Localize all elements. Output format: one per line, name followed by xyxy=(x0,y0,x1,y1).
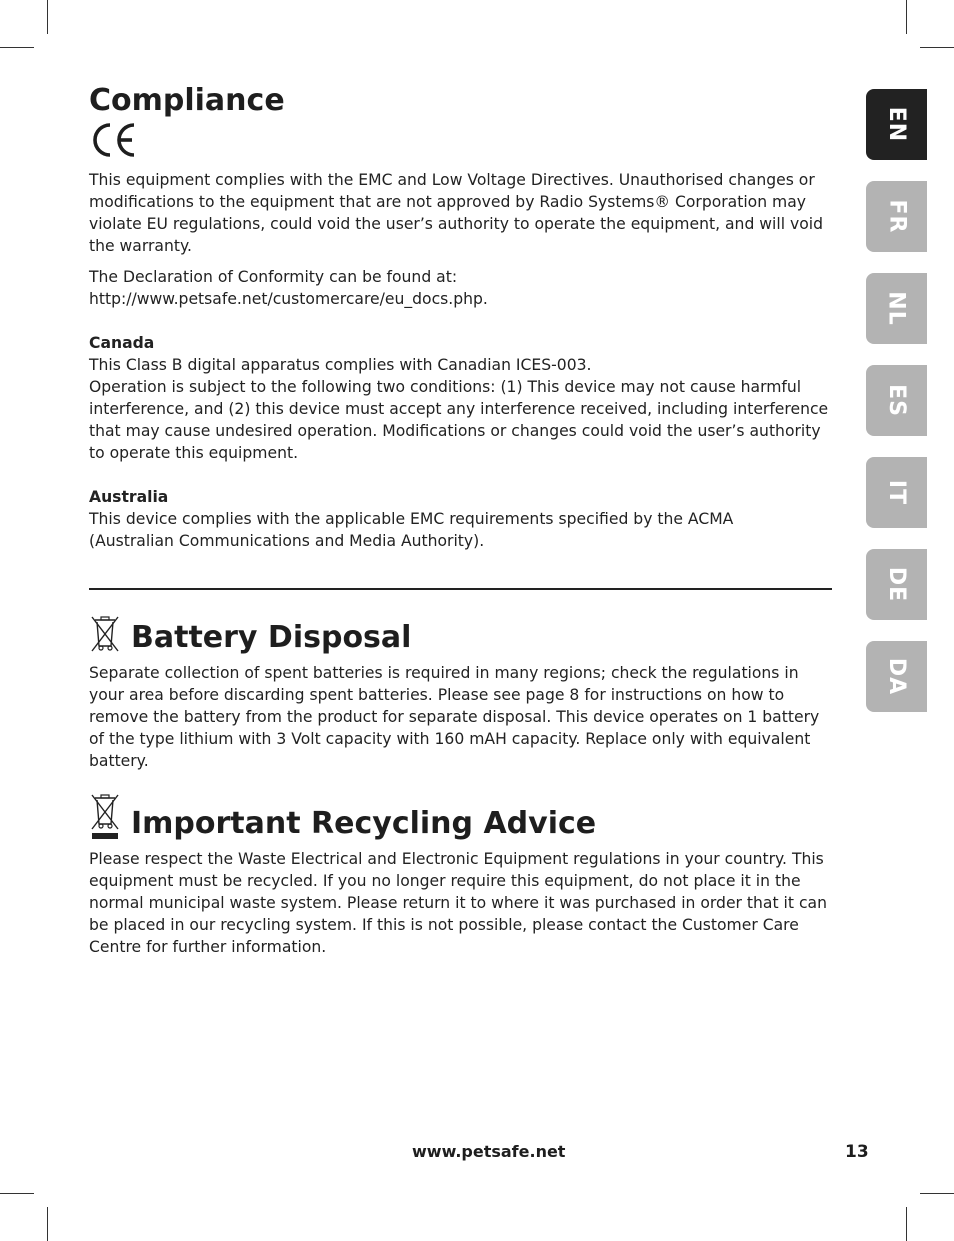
crop-mark xyxy=(0,47,34,48)
tab-label: DE xyxy=(883,566,909,603)
tab-en[interactable] xyxy=(866,89,927,160)
battery-disposal-title: Battery Disposal xyxy=(131,619,412,655)
crop-mark xyxy=(920,1193,954,1194)
declaration-text: The Declaration of Conformity can be found at: xyxy=(89,267,458,286)
battery-disposal-text: Separate collection of spent batteries is required in many regions; check the regulations in your area before discarding spent batteries. Please see page 8 for instructions on how to remove the battery from the product for separate disposal. This device operates on 1 battery of the type lithium with 3 Volt capacity with 160 mAH capacity. Replace only with equivalent battery. xyxy=(89,663,820,770)
tab-fr[interactable] xyxy=(866,181,927,252)
crop-mark xyxy=(906,1207,907,1241)
tab-label: EN xyxy=(883,106,909,143)
canada-text: This Class B digital apparatus complies with Canadian ICES-003. xyxy=(89,355,592,374)
tab-label: FR xyxy=(884,199,909,234)
declaration-url: http://www.petsafe.net/customercare/eu_docs.php. xyxy=(89,289,488,308)
recycling-heading xyxy=(89,792,834,840)
crop-mark xyxy=(47,1207,48,1241)
australia-text: (Australian Communications and Media Authority). xyxy=(89,531,485,550)
language-tabs xyxy=(866,89,927,733)
page-number: 13 xyxy=(845,1142,869,1162)
compliance-paragraph: This equipment complies with the EMC and Low Voltage Directives. Unauthorised changes or modifications to the equipment that are not approved by Radio Systems® Corporation may violate EU regulations, could void the user’s authority to operate the equipment, and will void the warranty. xyxy=(89,170,824,255)
crop-mark xyxy=(47,0,48,34)
crop-mark xyxy=(920,47,954,48)
tab-nl[interactable] xyxy=(866,273,927,344)
tab-es[interactable] xyxy=(866,365,927,436)
recycling-title: Important Recycling Advice xyxy=(131,805,597,841)
tab-label: IT xyxy=(883,479,909,506)
crossed-bin-icon xyxy=(89,614,121,654)
footer-website: www.petsafe.net xyxy=(412,1142,566,1161)
tab-label: DA xyxy=(883,657,909,696)
weee-bin-icon xyxy=(89,792,121,840)
tab-da[interactable] xyxy=(866,641,927,712)
canada-text: Operation is subject to the following two conditions: (1) This device may not cause harmful interference, and (2) this device must accept any interference received, including interference that may cause undesired operation. Modifications or changes could void the user’s authority to operate this equipment. xyxy=(89,377,829,462)
ce-mark-icon xyxy=(89,121,139,159)
canada-heading: Canada xyxy=(89,333,155,352)
battery-disposal-heading xyxy=(89,614,834,654)
compliance-title: Compliance xyxy=(89,83,285,118)
crop-mark xyxy=(906,0,907,34)
australia-heading: Australia xyxy=(89,487,169,506)
page-content xyxy=(89,84,834,958)
crop-mark xyxy=(0,1193,34,1194)
section-divider xyxy=(89,588,832,590)
tab-de[interactable] xyxy=(866,549,927,620)
tab-it[interactable] xyxy=(866,457,927,528)
tab-label: NL xyxy=(884,291,909,326)
tab-label: ES xyxy=(884,384,909,417)
recycling-text: Please respect the Waste Electrical and Electronic Equipment regulations in your country. This equipment must be recycled. If you no longer require this equipment, do not place it in the normal municipal waste system. Please return it to where it was purchased in order that it can be placed in our recycling system. If this is not possible, please contact the Customer Care Centre for further information. xyxy=(89,849,827,956)
australia-text: This device complies with the applicable EMC requirements specified by the ACMA xyxy=(89,509,734,528)
